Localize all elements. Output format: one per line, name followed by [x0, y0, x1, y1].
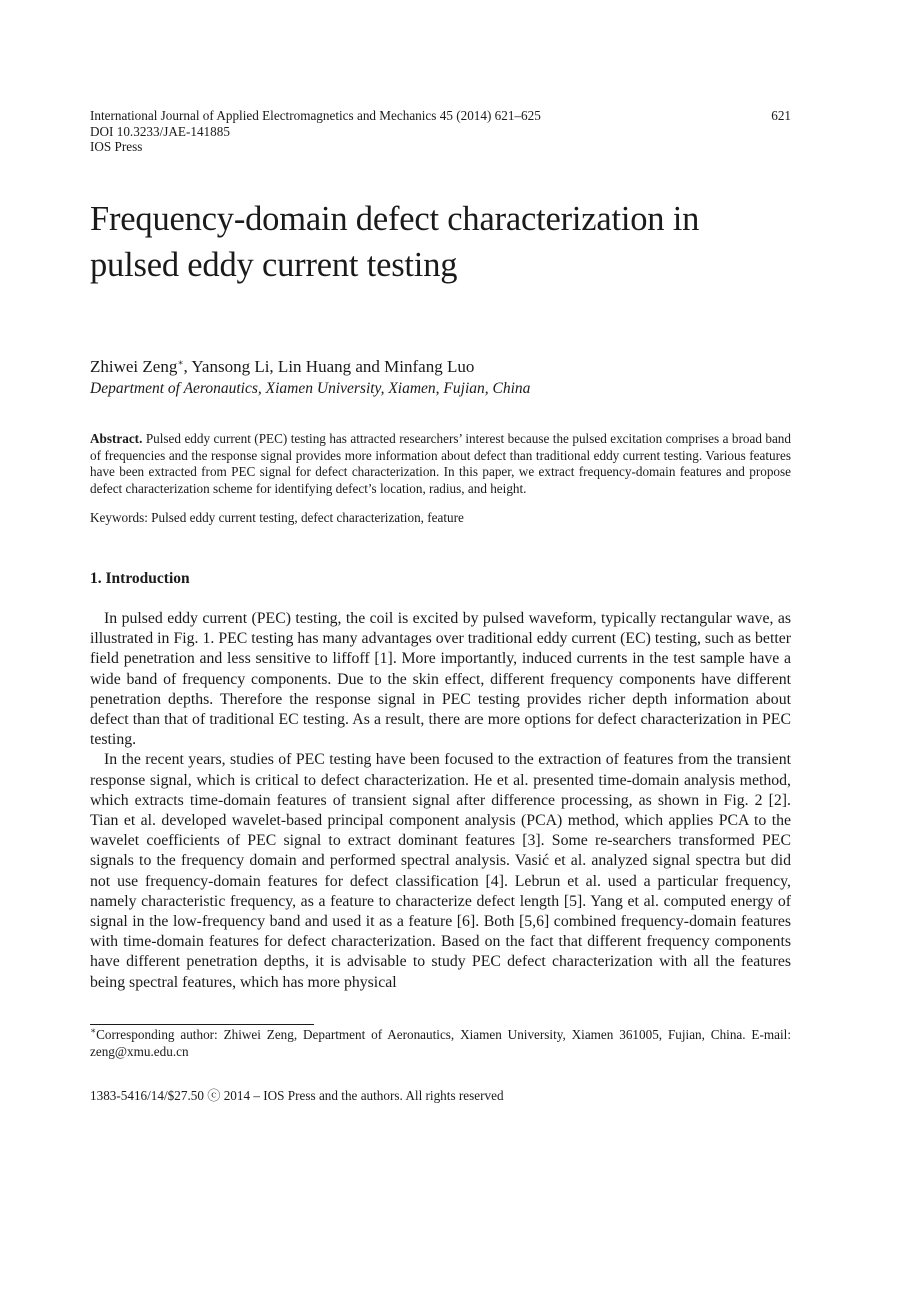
abstract-label: Abstract. [90, 431, 143, 446]
footnote-divider [90, 1024, 314, 1025]
abstract-text: Pulsed eddy current (PEC) testing has attracted researchers’ interest because the pulsed excitation comprises a broad band of frequencies and the response signal provides more information about defect than traditional eddy current testing. Various features have been extracted from PEC signal for defect characterization. In this paper, we extract frequency-domain features and propose defect characterization scheme for identifying defect’s location, radius, and height. [90, 431, 791, 496]
paragraph: In the recent years, studies of PEC testing have been focused to the extraction of features from the transient response signal, which is critical to defect characterization. He et al. presented time-domain analysis method, which extracts time-domain features of transient signal after difference processing, as shown in Fig. 2 [2]. Tian et al. developed wavelet-based principal component analysis (PCA) method, which applies PCA to the wavelet coefficients of PEC signal to extract dominant features [3]. Some re-searchers transformed PEC signals to the frequency domain and performed spectral analysis. Vasić et al. analyzed signal spectra but did not use frequency-domain features for defect classification [4]. Lebrun et al. used a particular frequency, namely characteristic frequency, as a feature to characterize defect length [5]. Yang et al. computed energy of signal in the low-frequency band and used it as a feature [6]. Both [5,6] combined frequency-domain features with time-domain features for defect characterization. Based on the fact that different frequency components have different penetration depths, it is advisable to study PEC defect characterization with all the features being spectral features, which has more physical [90, 751, 791, 991]
introduction-body [90, 609, 791, 993]
coauthors: , Yansong Li, Lin Huang and Minfang Luo [183, 357, 475, 376]
journal-citation: International Journal of Applied Electromagnetics and Mechanics 45 (2014) 621–625 [90, 108, 541, 123]
footnote [90, 1027, 791, 1060]
keywords: Keywords: Pulsed eddy current testing, defect characterization, feature [90, 510, 464, 525]
article-title: Frequency-domain defect characterization in pulsed eddy current testing [90, 200, 700, 284]
corresponding-mark: ∗ [177, 357, 184, 368]
corresponding-author: Zhiwei Zeng [90, 357, 178, 376]
header-row [90, 108, 791, 124]
paper-page [90, 0, 791, 1302]
footnote-mark: ∗ [90, 1025, 97, 1036]
abstract [90, 431, 791, 497]
section-heading-introduction: 1. Introduction [90, 570, 190, 587]
running-header [90, 108, 791, 155]
copyright-line: 1383-5416/14/$27.50 ⓒ 2014 – IOS Press and the authors. All rights reserved [90, 1088, 504, 1103]
author-list [90, 356, 474, 378]
paragraph: In pulsed eddy current (PEC) testing, the coil is excited by pulsed waveform, typically rectangular wave, as illustrated in Fig. 1. PEC testing has many advantages over traditional eddy current (EC) testing, such as better field penetration and less sensitive to liffoff [1]. More importantly, induced currents in the test sample have a wide band of frequency components. Due to the skin effect, different frequency components have different penetration depths. Therefore the response signal in PEC testing provides richer depth information about defect than that of traditional EC testing. As a result, there are more options for defect characterization in PEC testing. [90, 610, 791, 749]
doi: DOI 10.3233/JAE-141885 [90, 123, 230, 139]
page-number: 621 [771, 108, 791, 123]
publisher: IOS Press [90, 139, 143, 155]
affiliation: Department of Aeronautics, Xiamen University, Xiamen, Fujian, China [90, 380, 531, 397]
footnote-text: Corresponding author: Zhiwei Zeng, Department of Aeronautics, Xiamen University, Xiamen 361005, Fujian, China. E-mail: zeng@xmu.edu.cn [90, 1027, 791, 1059]
